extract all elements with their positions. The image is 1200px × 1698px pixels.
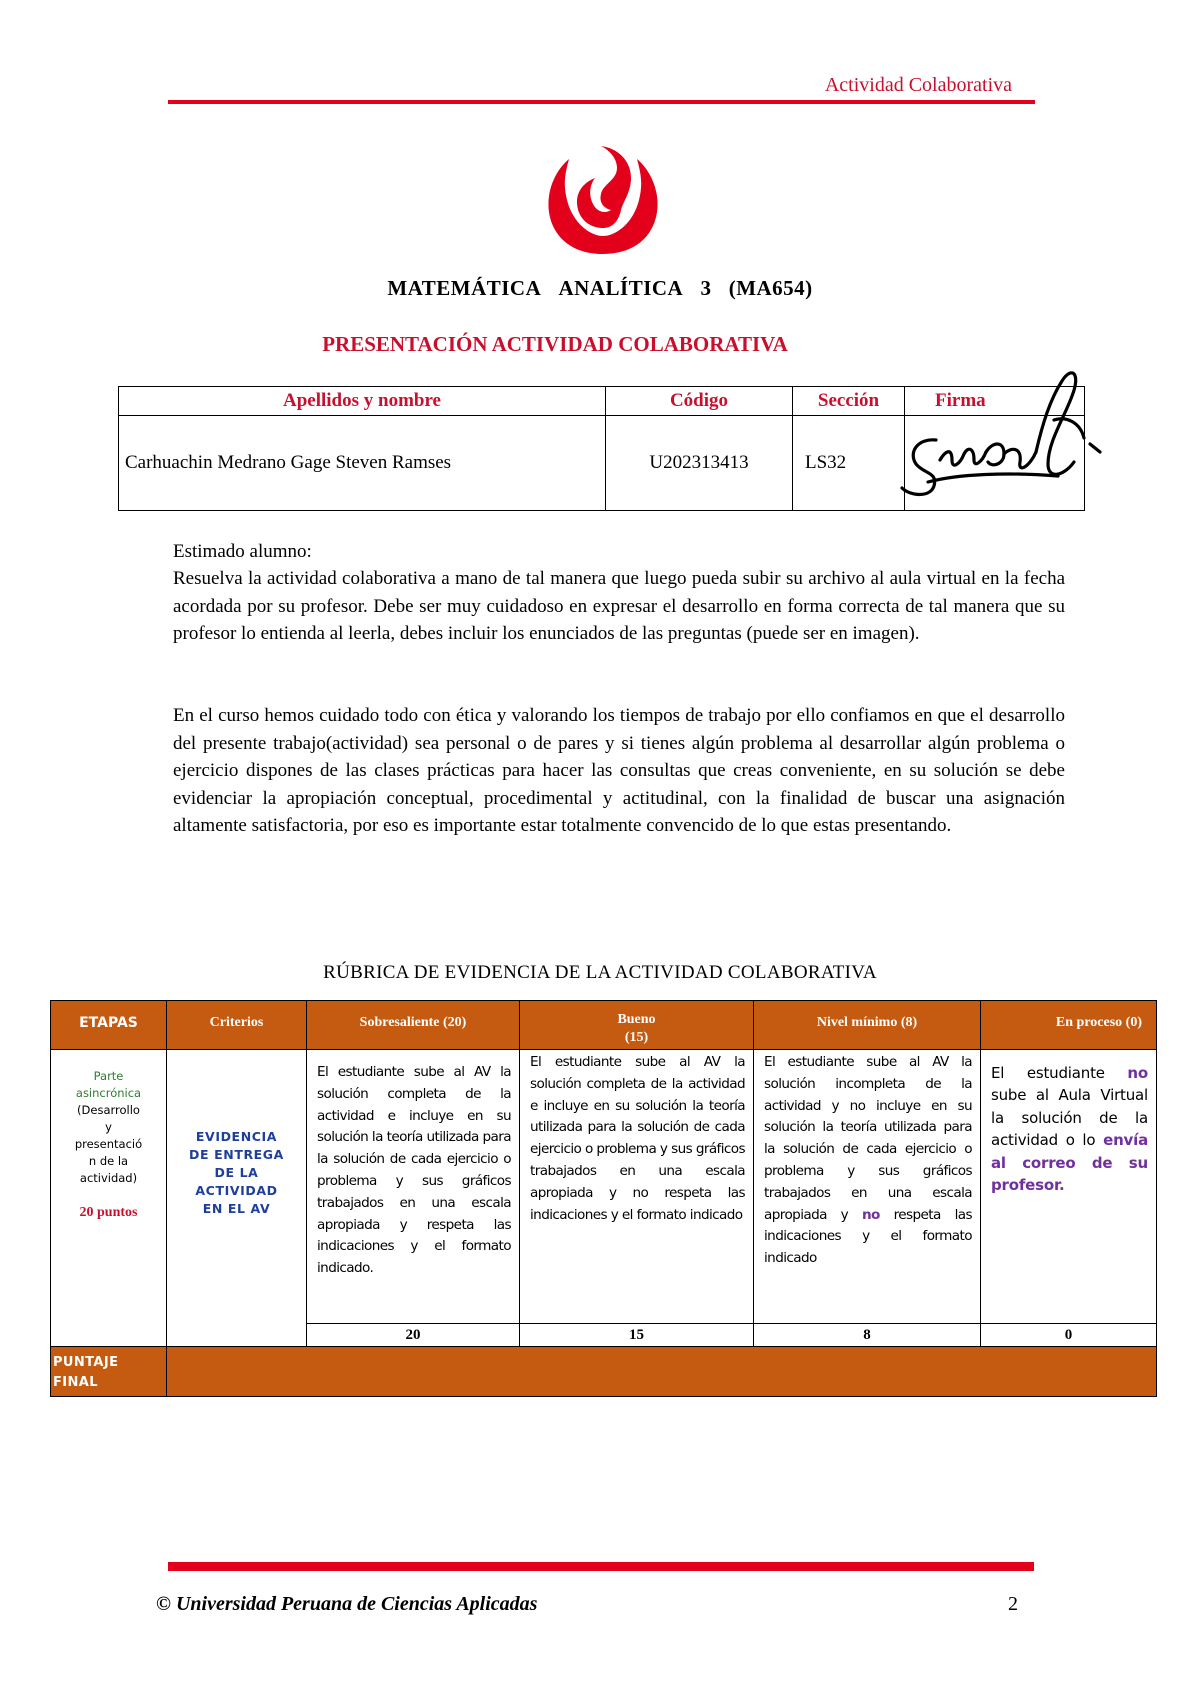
en-proceso-description (981, 1050, 1157, 1324)
stage-cell (51, 1050, 167, 1347)
bueno-description: El estudiante sube al AV la solución completa de la actividad e incluye en su solución la teoría utilizada para la solución de cada ejercicio o problema y sus gráficos trabajados en una escala apropiada y no respeta las indicaciones y el formato indicado (520, 1050, 754, 1324)
criteria-line: ACTIVIDAD (195, 1183, 278, 1198)
rubric-header-nivel-minimo: Nivel mínimo (8) (754, 1001, 981, 1050)
stage-points: 20 puntos (79, 1205, 138, 1220)
en-proceso-negation: no (1127, 1064, 1148, 1082)
nivel-minimo-description (754, 1050, 981, 1324)
final-score-value (167, 1347, 1157, 1397)
rubric-table (50, 1000, 1157, 1397)
rubric-header-etapas: ETAPAS (51, 1001, 167, 1050)
nivel-minimo-text: El estudiante sube al AV la solución incompleta de la actividad y no incluye en su solución la teoría utilizada para la solución de cada ejercicio o problema y sus gráficos trabajados en una escala apropiada y (764, 1054, 972, 1223)
student-name: Carhuachin Medrano Gage Steven Ramses (119, 416, 606, 511)
footer-copyright: © Universidad Peruana de Ciencias Aplicadas (156, 1593, 538, 1615)
nivel-minimo-negation: no (861, 1206, 880, 1223)
instructions-paragraph: Resuelva la actividad colaborativa a mano de tal manera que luego pueda subir su archivo al aula virtual en la fecha acordada por su profesor. Debe ser muy cuidadoso en expresar el desarrollo en forma correcta de tal manera que su profesor lo entienda al leerla, debes incluir los enunciados de las preguntas (puede ser en imagen). (173, 568, 1065, 644)
handwritten-signature (888, 356, 1104, 506)
final-label-line: FINAL (53, 1375, 98, 1390)
running-header: Actividad Colaborativa (824, 74, 1012, 96)
stage-line: (Desarrollo (77, 1103, 140, 1117)
criteria-cell (167, 1050, 307, 1347)
greeting: Estimado alumno: (173, 541, 312, 562)
header-signature: Firma (905, 387, 1085, 416)
rubric-header-criterios: Criterios (167, 1001, 307, 1050)
course-title-part: 3 (700, 276, 712, 300)
stage-line: asincrónica (75, 1086, 142, 1100)
en-proceso-emphasis: envía al correo de su profesor. (991, 1131, 1148, 1195)
final-label-line: PUNTAJE (53, 1355, 119, 1370)
score-nivel-minimo: 8 (754, 1324, 981, 1347)
criteria-line: DE LA (214, 1165, 259, 1180)
rubric-header-bueno (520, 1001, 754, 1050)
rubric-title: RÚBRICA DE EVIDENCIA DE LA ACTIVIDAD COLABORATIVA (323, 962, 877, 983)
header-rule (168, 100, 1035, 104)
stage-line: presentació (74, 1137, 143, 1151)
activity-title: PRESENTACIÓN ACTIVIDAD COLABORATIVA (322, 332, 788, 356)
en-proceso-text: El estudiante (991, 1064, 1105, 1082)
header-section: Sección (793, 387, 905, 416)
stage-line: y (105, 1120, 112, 1134)
header-name: Apellidos y nombre (119, 387, 606, 416)
criteria-line: DE ENTREGA (189, 1147, 284, 1162)
ethics-paragraph: En el curso hemos cuidado todo con ética y valorando los tiempos de trabajo por ello confiamos en que el desarrollo del presente trabajo(actividad) sea personal o de pares y si tienes algún problema al desarrollar algún problema o ejercicio dispones de las clases prácticas para hacer las consultas que creas conveniente, en su solución se debe evidenciar la apropiación conceptual, procedimental y actitudinal, con la finalidad de buscar una asignación altamente satisfactoria, por eso es importante estar totalmente convencido de lo que estas presentando. (173, 705, 1065, 836)
page-number: 2 (1008, 1593, 1018, 1615)
sobresaliente-description: El estudiante sube al AV la solución completa de la actividad e incluye en su solución la teoría utilizada para la solución de cada ejercicio o problema y sus gráficos trabajados en una escala apropiada y respeta las indicaciones y el formato indicado. (307, 1050, 520, 1324)
course-title-part: (MA654) (728, 276, 813, 300)
final-score-label (51, 1347, 167, 1397)
student-section: LS32 (793, 416, 905, 511)
upc-logo-icon (543, 144, 663, 256)
bueno-label: Bueno (617, 1012, 656, 1027)
course-title-part: ANALÍTICA (558, 276, 684, 300)
course-title (0, 276, 1200, 301)
rubric-header-sobresaliente: Sobresaliente (20) (307, 1001, 520, 1050)
nivel-minimo-text-end: respeta las indicaciones y el formato indicado (764, 1206, 972, 1267)
student-code: U202313413 (606, 416, 793, 511)
score-sobresaliente: 20 (307, 1324, 520, 1347)
stage-line: n de la (88, 1154, 129, 1168)
header-code: Código (606, 387, 793, 416)
score-en-proceso: 0 (981, 1324, 1157, 1347)
criteria-line: EVIDENCIA (195, 1129, 278, 1144)
stage-line: Parte (93, 1069, 124, 1083)
course-title-part: MATEMÁTICA (387, 276, 542, 300)
footer-rule (168, 1562, 1034, 1571)
stage-line: actividad) (79, 1171, 138, 1185)
score-bueno: 15 (520, 1324, 754, 1347)
bueno-points: (15) (624, 1030, 649, 1045)
rubric-header-en-proceso: En proceso (0) (981, 1001, 1157, 1050)
en-proceso-text-mid: sube al Aula Virtual la solución de la actividad o lo (991, 1086, 1148, 1150)
criteria-line: EN EL AV (202, 1201, 271, 1216)
